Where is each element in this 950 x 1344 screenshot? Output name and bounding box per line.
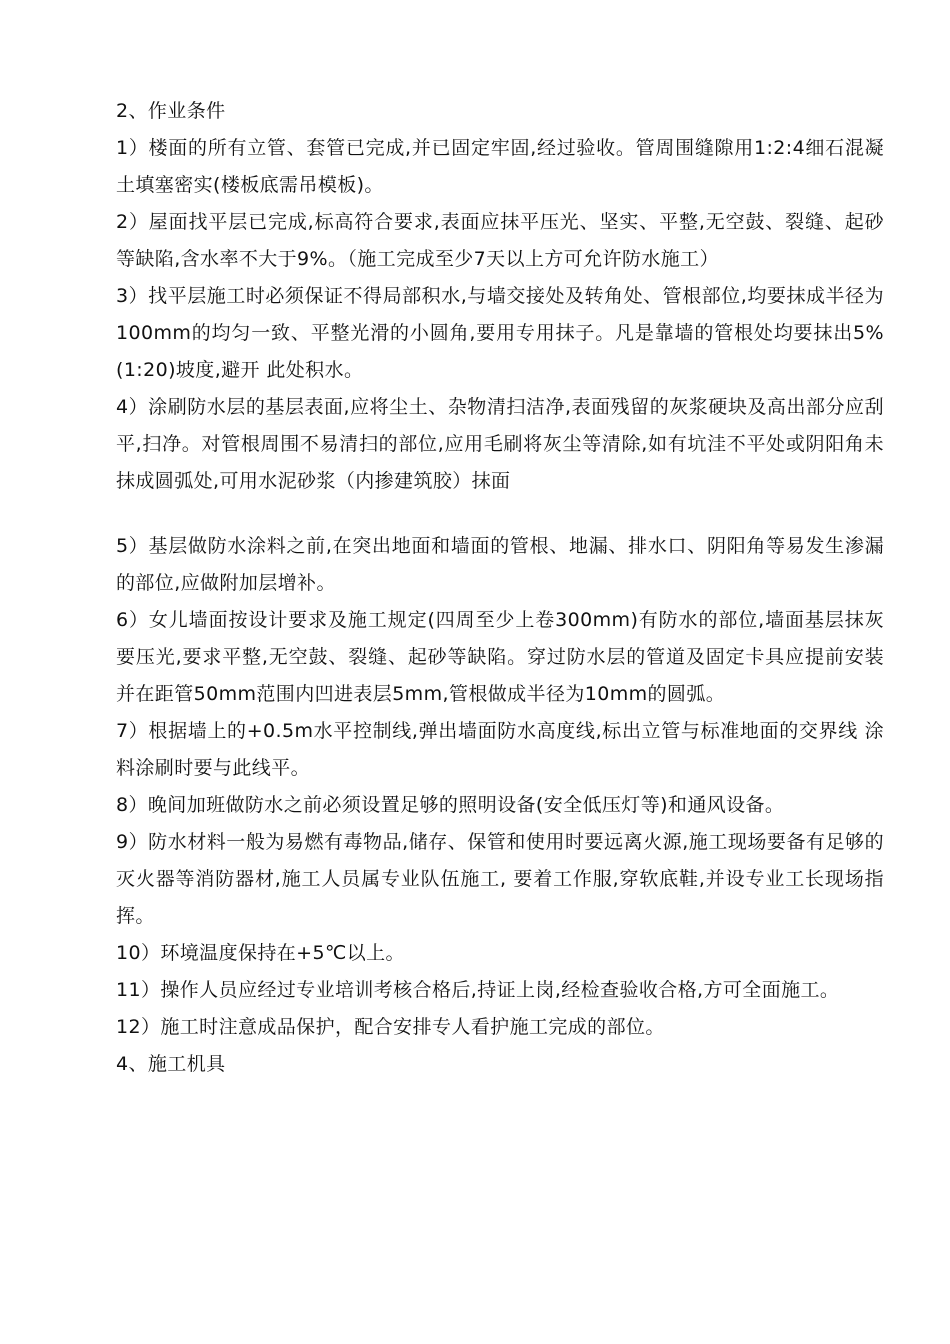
section-heading-work-conditions: 2、作业条件 bbox=[116, 100, 226, 122]
paragraph-item-3: 3）找平层施工时必须保证不得局部积水,与墙交接处及转角处、管根部位,均要抹成半径为100mm的均匀一致、平整光滑的小圆角,要用专用抹子。凡是靠墙的管根处均要抹出5%(1:20)坡度,避开 此处积水。 bbox=[116, 285, 884, 381]
paragraph-item-9: 9）防水材料一般为易燃有毒物品,储存、保管和使用时要远离火源,施工现场要备有足够的灭火器等消防器材,施工人员属专业队伍施工, 要着工作服,穿软底鞋,并设专业工长现场指挥。 bbox=[116, 831, 884, 927]
paragraph-item-1: 1）楼面的所有立管、套管已完成,并已固定牢固,经过验收。管周围缝隙用1:2:4细石混凝土填塞密实(楼板底需吊模板)。 bbox=[116, 137, 884, 196]
document-body bbox=[116, 93, 884, 1083]
paragraph-gap bbox=[116, 500, 884, 528]
paragraph-item-5: 5）基层做防水涂料之前,在突出地面和墙面的管根、地漏、排水口、阴阳角等易发生渗漏的部位,应做附加层增补。 bbox=[116, 535, 884, 594]
paragraph-item-10: 10）环境温度保持在+5℃以上。 bbox=[116, 942, 405, 964]
paragraph-item-4: 4）涂刷防水层的基层表面,应将尘土、杂物清扫洁净,表面残留的灰浆硬块及高出部分应刮平,扫净。对管根周围不易清扫的部位,应用毛刷将灰尘等清除,如有坑洼不平处或阴阳角未抹成圆弧处,可用水泥砂浆（内掺建筑胶）抹面 bbox=[116, 396, 884, 492]
paragraph-item-12: 12）施工时注意成品保护，配合安排专人看护施工完成的部位。 bbox=[116, 1016, 665, 1038]
paragraph-item-11: 11）操作人员应经过专业培训考核合格后,持证上岗,经检查验收合格,方可全面施工。 bbox=[116, 979, 840, 1001]
paragraph-item-2: 2）屋面找平层已完成,标高符合要求,表面应抹平压光、坚实、平整,无空鼓、裂缝、起砂等缺陷,含水率不大于9%。（施工完成至少7天以上方可允许防水施工） bbox=[116, 211, 884, 270]
paragraph-item-7: 7）根据墙上的+0.5m水平控制线,弹出墙面防水高度线,标出立管与标准地面的交界线 涂料涂刷时要与此线平。 bbox=[116, 720, 884, 779]
paragraph-item-8: 8）晚间加班做防水之前必须设置足够的照明设备(安全低压灯等)和通风设备。 bbox=[116, 794, 785, 816]
paragraph-item-6: 6）女儿墙面按设计要求及施工规定(四周至少上卷300mm)有防水的部位,墙面基层抹灰要压光,要求平整,无空鼓、裂缝、起砂等缺陷。穿过防水层的管道及固定卡具应提前安装并在距管50mm范围内凹进表层5mm,管根做成半径为10mm的圆弧。 bbox=[116, 609, 884, 705]
section-heading-construction-tools: 4、施工机具 bbox=[116, 1053, 226, 1075]
